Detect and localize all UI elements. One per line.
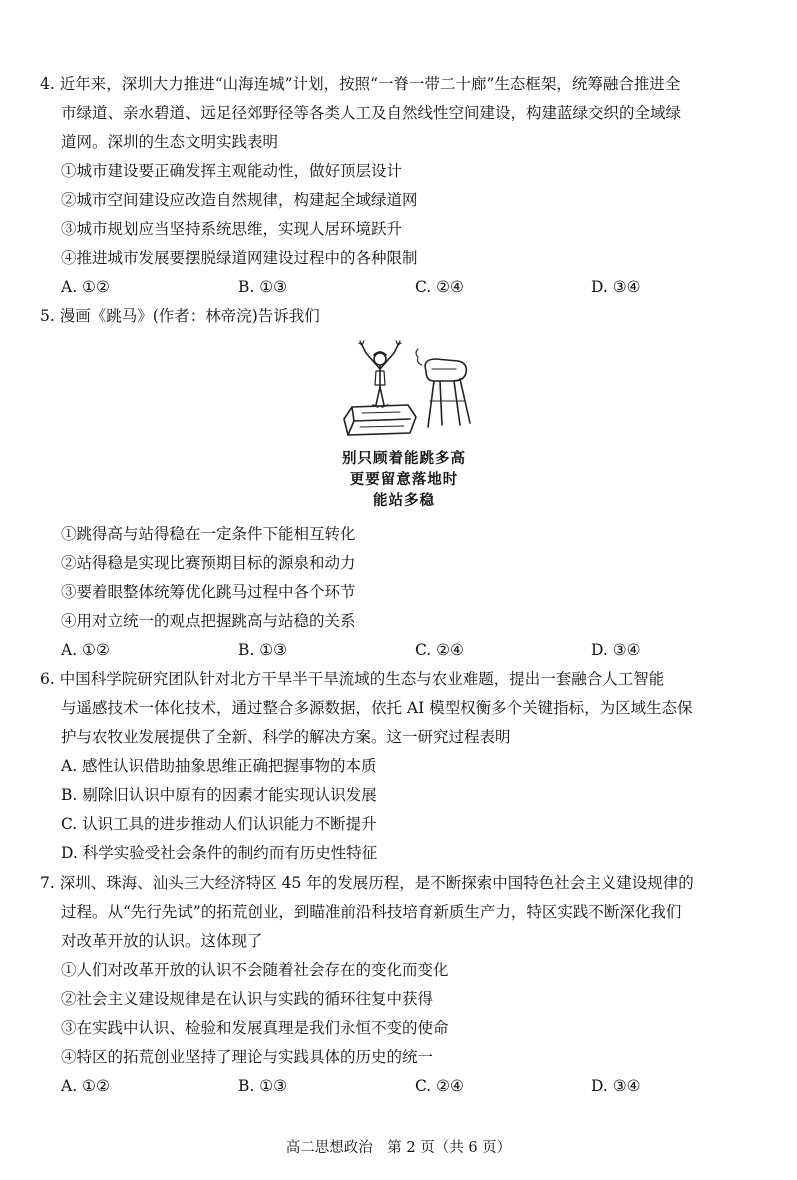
q4-option-d[interactable]: D. ③④ bbox=[591, 278, 641, 296]
cartoon-drawing bbox=[330, 335, 478, 447]
q6-stem-line-2: 与遥感技术一体化技术，通过整合多源数据，依托 AI 模型权衡多个关键指标，为区域生态保 bbox=[61, 699, 693, 717]
gymnast-right-arm bbox=[380, 345, 398, 369]
q7-option-d[interactable]: D. ③④ bbox=[591, 1077, 641, 1095]
vaulting-horse-body bbox=[425, 359, 466, 381]
cartoon-caption-line-2: 更要留意落地时 bbox=[349, 472, 459, 488]
gymnast-right-leg bbox=[380, 387, 384, 405]
q5-item-3: ③要着眼整体统筹优化跳马过程中各个环节 bbox=[61, 583, 356, 601]
q7-item-3: ③在实践中认识、检验和发展真理是我们永恒不变的使命 bbox=[61, 1019, 449, 1037]
q7-option-a[interactable]: A. ①② bbox=[61, 1077, 110, 1095]
q4-options bbox=[61, 277, 761, 297]
q4-option-a[interactable]: A. ①② bbox=[61, 278, 110, 296]
q4-stem-line-3: 道网。深圳的生态文明实践表明 bbox=[61, 133, 279, 151]
horse-leg-2 bbox=[440, 381, 442, 425]
cartoon-vaulting-horse bbox=[330, 335, 478, 513]
q7-option-c[interactable]: C. ②④ bbox=[415, 1077, 464, 1095]
q6-stem-line-1: 6. 中国科学院研究团队针对北方干旱半干旱流域的生态与农业难题，提出一套融合人工智能 bbox=[40, 670, 665, 688]
q4-stem-line-2: 市绿道、亲水碧道、远足径郊野径等各类人工及自然线性空间建设，构建蓝绿交织的全域绿 bbox=[61, 104, 682, 122]
q4-item-3: ③城市规划应当坚持系统思维，实现人居环境跃升 bbox=[61, 220, 403, 238]
q5-item-2: ②站得稳是实现比赛预期目标的源泉和动力 bbox=[61, 554, 356, 572]
q6-option-c[interactable]: C. 认识工具的进步推动人们认识能力不断提升 bbox=[61, 815, 377, 833]
q7-stem-line-1: 7. 深圳、珠海、汕头三大经济特区 45 年的发展历程，是不断探索中国特色社会主义建设规律的 bbox=[40, 874, 694, 892]
q7-item-4: ④特区的拓荒创业坚持了理论与实践具体的历史的统一 bbox=[61, 1048, 434, 1066]
q5-item-1: ①跳得高与站得稳在一定条件下能相互转化 bbox=[61, 525, 356, 543]
q4-stem-line-1: 4. 近年来，深圳大力推进“山海连城”计划，按照“一脊一带二十廊”生态框架，统筹融合推进全 bbox=[40, 75, 681, 93]
q5-option-a[interactable]: A. ①② bbox=[61, 641, 110, 659]
gymnast-left-arm bbox=[362, 345, 380, 369]
q6-stem-line-3: 护与农牧业发展提供了全新、科学的解决方案。这一研究过程表明 bbox=[61, 728, 511, 746]
q5-item-4: ④用对立统一的观点把握跳高与站稳的关系 bbox=[61, 612, 356, 630]
q5-option-d[interactable]: D. ③④ bbox=[591, 641, 641, 659]
q6-option-b[interactable]: B. 剔除旧认识中原有的因素才能实现认识发展 bbox=[61, 786, 377, 804]
horse-leg-3 bbox=[454, 381, 460, 425]
q5-option-c[interactable]: C. ②④ bbox=[415, 641, 464, 659]
q4-item-1: ①城市建设要正确发挥主观能动性，做好顶层设计 bbox=[61, 162, 403, 180]
q4-option-c[interactable]: C. ②④ bbox=[415, 278, 464, 296]
q7-item-2: ②社会主义建设规律是在认识与实践的循环往复中获得 bbox=[61, 990, 434, 1008]
q4-item-2: ②城市空间建设应改造自然规律，构建起全域绿道网 bbox=[61, 191, 418, 209]
page-footer: 高二思想政治 第 2 页（共 6 页） bbox=[285, 1140, 512, 1156]
q5-option-b[interactable]: B. ①③ bbox=[238, 641, 288, 659]
horse-leg-1 bbox=[428, 381, 434, 427]
cartoon-caption-line-1: 别只顾着能跳多高 bbox=[342, 451, 466, 467]
cartoon-caption-line-3: 能站多稳 bbox=[373, 493, 435, 509]
q7-item-1: ①人们对改革开放的认识不会随着社会存在的变化而变化 bbox=[61, 961, 449, 979]
q5-stem-line-1: 5. 漫画《跳马》(作者：林帝浣)告诉我们 bbox=[40, 307, 320, 325]
q7-options bbox=[61, 1076, 761, 1096]
q7-option-b[interactable]: B. ①③ bbox=[238, 1077, 288, 1095]
q6-option-a[interactable]: A. 感性认识借助抽象思维正确把握事物的本质 bbox=[61, 757, 377, 775]
q5-options bbox=[61, 640, 761, 660]
gymnast-left-leg bbox=[376, 387, 380, 405]
q7-stem-line-3: 对改革开放的认识。这体现了 bbox=[61, 932, 263, 950]
q6-option-d[interactable]: D. 科学实验受社会条件的制约而有历史性特征 bbox=[61, 844, 378, 862]
q4-item-4: ④推进城市发展要摆脱绿道网建设过程中的各种限制 bbox=[61, 249, 418, 267]
q7-stem-line-2: 过程。从“先行先试”的拓荒创业，到瞄准前沿科技培育新质生产力，特区实践不断深化我们 bbox=[61, 903, 682, 921]
q4-option-b[interactable]: B. ①③ bbox=[238, 278, 288, 296]
